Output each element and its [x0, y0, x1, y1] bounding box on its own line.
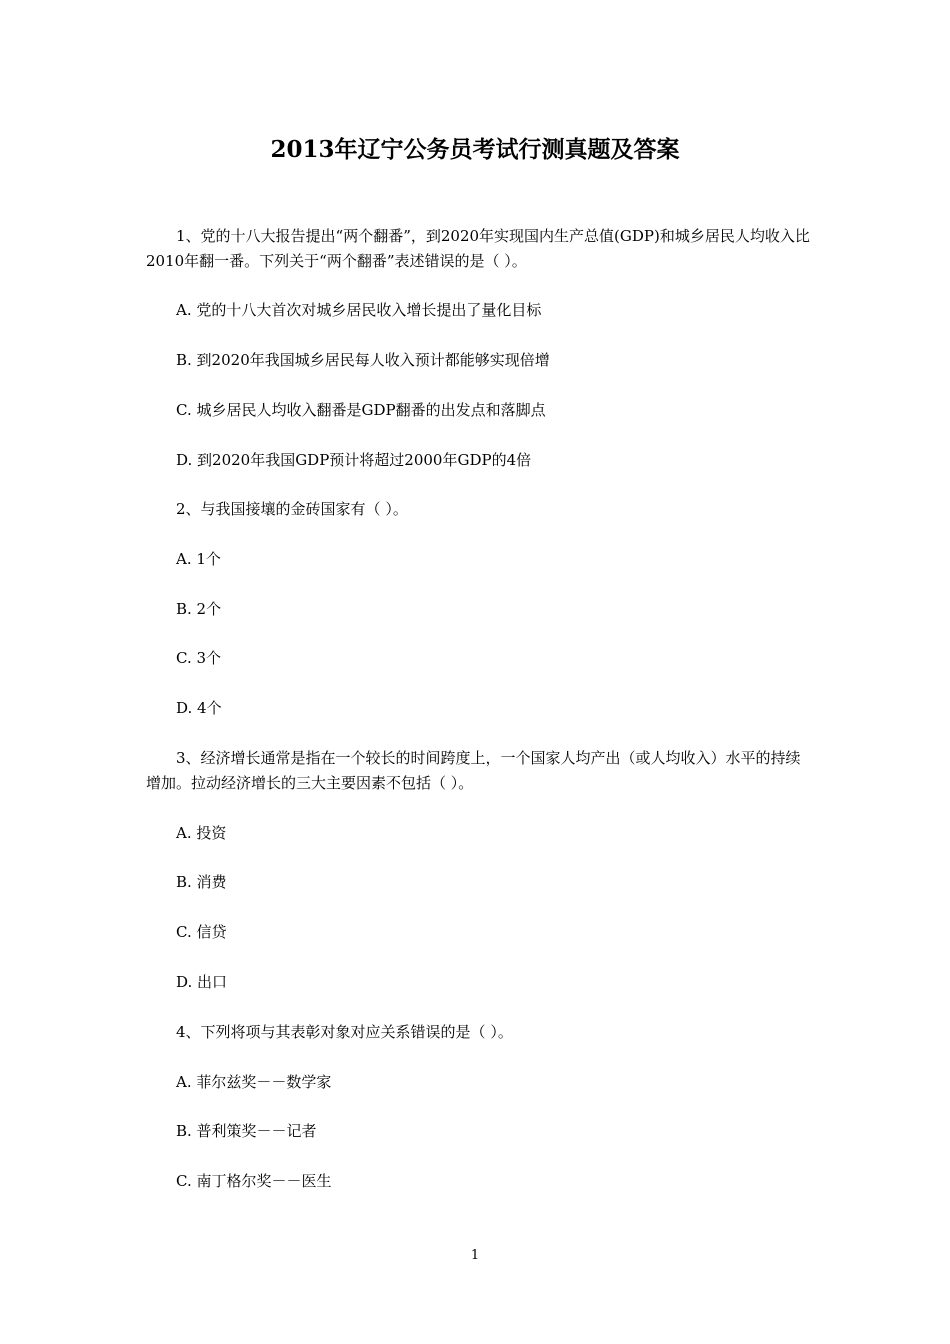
question-1-option-b: B. 到2020年我国城乡居民每人收入预计都能够实现倍增	[176, 351, 550, 369]
question-1-option-a: A. 党的十八大首次对城乡居民收入增长提出了量化目标	[176, 301, 542, 319]
question-1-option-d: D. 到2020年我国GDP预计将超过2000年GDP的4倍	[176, 451, 532, 469]
question-3-option-d: D. 出口	[176, 973, 228, 991]
question-4-option-a: A. 菲尔兹奖－－数学家	[176, 1073, 332, 1091]
question-3-option-a: A. 投资	[176, 824, 227, 842]
question-2-option-a: A. 1个	[176, 550, 221, 568]
question-3-option-b: B. 消费	[176, 873, 227, 891]
question-2-option-b: B. 2个	[176, 600, 222, 618]
question-2-option-d: D. 4个	[176, 699, 222, 717]
question-2-stem: 2、与我国接壤的金砖国家有（ ）。	[176, 500, 408, 518]
document-title: 2013年辽宁公务员考试行测真题及答案	[270, 136, 680, 163]
question-3-stem: 3、经济增长通常是指在一个较长的时间跨度上，一个国家人均产出（或人均收入）水平的持续增加。拉动经济增长的三大主要因素不包括（ ）。	[146, 749, 801, 792]
question-4-stem: 4、下列将项与其表彰对象对应关系错误的是（ ）。	[176, 1023, 513, 1041]
page-number: 1	[470, 1248, 480, 1263]
question-4-option-b: B. 普利策奖－－记者	[176, 1122, 317, 1140]
question-2-option-c: C. 3个	[176, 649, 222, 667]
question-1-option-c: C. 城乡居民人均收入翻番是GDP翻番的出发点和落脚点	[176, 401, 546, 419]
question-3-option-c: C. 信贷	[176, 923, 227, 941]
question-1-stem: 1、党的十八大报告提出“两个翻番”，到2020年实现国内生产总值(GDP)和城乡居民人均收入比2010年翻一番。下列关于“两个翻番”表述错误的是（ ）。	[146, 227, 810, 270]
question-4-option-c: C. 南丁格尔奖－－医生	[176, 1172, 332, 1190]
